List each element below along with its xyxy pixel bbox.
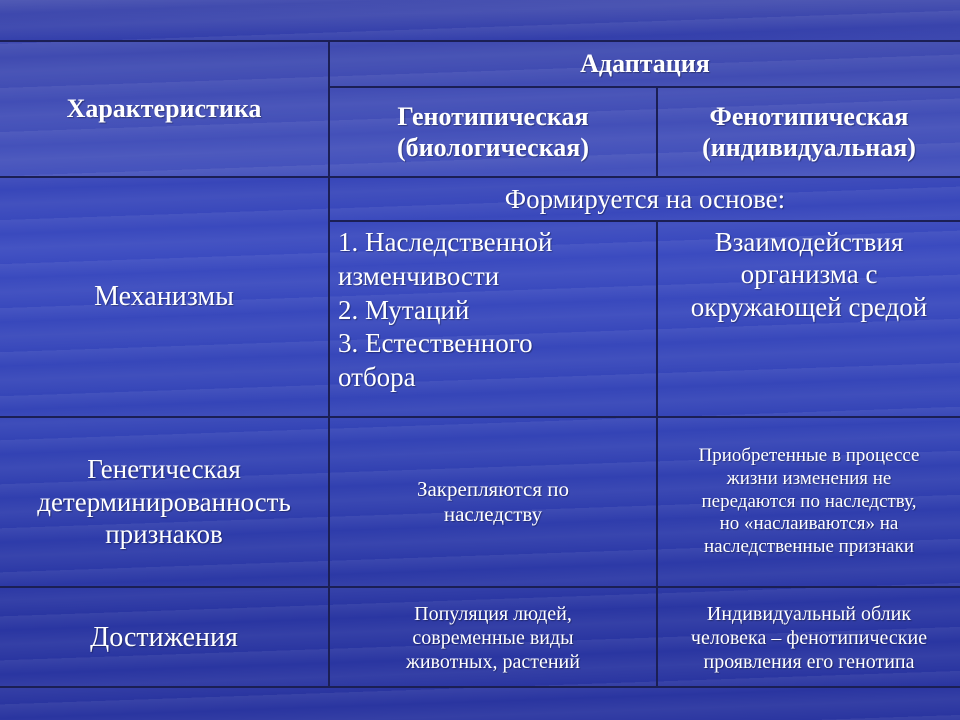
header-adaptation bbox=[330, 42, 960, 88]
mechanisms-genotypic-text: 1. Наследственной изменчивости 2. Мутаций 3. Естественного отбора bbox=[338, 227, 553, 392]
mechanisms-genotypic bbox=[330, 222, 658, 418]
mechanisms-formed-basis bbox=[330, 178, 960, 222]
header-characteristic-text: Характеристика bbox=[66, 94, 262, 124]
header-genotypic bbox=[330, 88, 658, 178]
row-achievements-label bbox=[0, 588, 330, 688]
determinism-label-text: Генетическая детерминированность признаков bbox=[37, 454, 291, 550]
header-phenotypic bbox=[658, 88, 960, 178]
row-determinism-label bbox=[0, 418, 330, 588]
achievements-phenotypic-text: Индивидуальный облик человека – фенотипические проявления его генотипа bbox=[690, 603, 928, 673]
adaptation-table bbox=[0, 40, 960, 688]
achievements-genotypic-text: Популяция людей, современные виды животных, растений bbox=[406, 603, 580, 673]
row-mechanisms-label bbox=[0, 178, 330, 418]
determinism-phenotypic bbox=[658, 418, 960, 588]
formed-basis-text: Формируется на основе: bbox=[504, 183, 786, 214]
header-characteristic bbox=[0, 42, 330, 178]
mechanisms-phenotypic-text: Взаимодействия организма с окружающей средой bbox=[690, 227, 928, 322]
determinism-phenotypic-text: Приобретенные в процессе жизни изменения не передаются по наследству, но «наслаиваются» на наследственные признаки bbox=[698, 445, 920, 558]
mechanisms-label-text: Механизмы bbox=[94, 281, 234, 313]
determinism-genotypic bbox=[330, 418, 658, 588]
mechanisms-phenotypic bbox=[658, 222, 960, 418]
determinism-genotypic-text: Закрепляются по наследству bbox=[416, 476, 570, 526]
achievements-phenotypic bbox=[658, 588, 960, 688]
achievements-label-text: Достижения bbox=[90, 622, 238, 654]
header-adaptation-text: Адаптация bbox=[580, 49, 710, 79]
achievements-genotypic bbox=[330, 588, 658, 688]
header-phenotypic-text: Фенотипическая (индивидуальная) bbox=[702, 101, 916, 162]
header-genotypic-text: Генотипическая (биологическая) bbox=[396, 101, 590, 162]
